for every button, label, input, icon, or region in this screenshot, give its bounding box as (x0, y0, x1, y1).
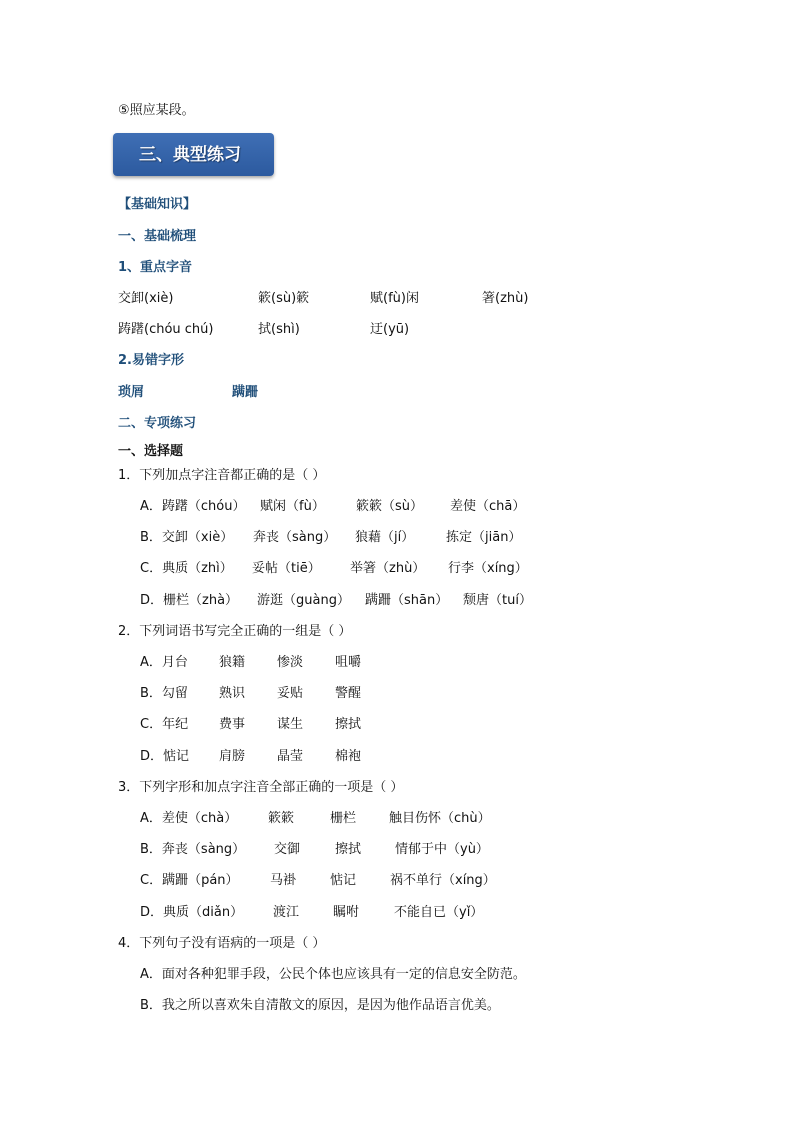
question-3-option-b (140, 840, 560, 860)
option-part: D．惦记 (140, 749, 190, 764)
section-title: 三、典型练习 (139, 145, 241, 165)
option-part: 赋闲（fù） (260, 499, 325, 514)
option-part: 擦拭 (335, 842, 362, 857)
question-3-option-c (140, 871, 560, 891)
ziyin-row-2 (118, 320, 578, 340)
option-part: 惦记 (330, 873, 357, 888)
ziyin-item: 箸(zhù) (482, 291, 529, 306)
ziyin-item: 交卸(xiè) (118, 291, 174, 306)
option-part: 费事 (219, 717, 246, 732)
option-part: B．奔丧（sàng） (140, 842, 246, 857)
yicuo-zixing-heading: 2.易错字形 (118, 353, 184, 368)
option-part: 祸不单行（xíng） (390, 873, 496, 888)
option-part: 警醒 (335, 686, 362, 701)
option-part: 举箸（zhù） (350, 561, 426, 576)
option-part: B．交卸（xiè） (140, 530, 234, 545)
ziyin-item: 踌躇(chóu chú) (118, 322, 214, 337)
option-part: A．月台 (140, 655, 188, 670)
option-part: 谋生 (277, 717, 304, 732)
option-part: 交御 (274, 842, 301, 857)
question-1-stem: 1．下列加点字注音都正确的是（ ） (118, 468, 326, 483)
option-part: 拣定（jiān） (446, 530, 522, 545)
question-2-option-d (140, 747, 440, 767)
option-part: C．年纪 (140, 717, 189, 732)
question-2-option-a (140, 653, 440, 673)
zixing-row (118, 383, 418, 403)
xuanze-heading: 一、选择题 (118, 444, 184, 459)
option-part: 栅栏 (330, 811, 357, 826)
option-part: 行李（xíng） (448, 561, 528, 576)
option-part: 惨淡 (277, 655, 304, 670)
option-part: 情郁于中（yù） (395, 842, 489, 857)
question-4-option-a: A．面对各种犯罪手段，公民个体也应该具有一定的信息安全防范。 (140, 967, 526, 982)
jichu-shuli-heading: 一、基础梳理 (118, 229, 197, 244)
question-1-option-c (140, 559, 560, 579)
option-part: 差使（chā） (450, 499, 526, 514)
option-part: 熟识 (219, 686, 246, 701)
question-2-stem: 2．下列词语书写完全正确的一组是（ ） (118, 624, 352, 639)
option-part: A．差使（chà） (140, 811, 238, 826)
ziyin-item: 迂(yū) (370, 322, 410, 337)
option-part: 触目伤怀（chù） (389, 811, 491, 826)
option-part: B．勾留 (140, 686, 188, 701)
question-1-option-a (140, 497, 560, 517)
ziyin-item: 赋(fù)闲 (370, 291, 419, 306)
option-part: 渡江 (273, 905, 300, 920)
option-part: 咀嚼 (335, 655, 362, 670)
option-part: D．栅栏（zhà） (140, 593, 239, 608)
question-3-option-a (140, 809, 560, 829)
option-part: 狼藉（jí） (355, 530, 415, 545)
option-part: 妥帖（tiē） (252, 561, 321, 576)
zixing-item: 蹒跚 (232, 385, 259, 400)
option-part: 簌簌 (268, 811, 295, 826)
intro-line: ⑤照应某段。 (118, 103, 195, 118)
option-part: 颓唐（tuí） (463, 593, 532, 608)
question-4-stem: 4．下列句子没有语病的一项是（ ） (118, 936, 326, 951)
option-part: 蹒跚（shān） (365, 593, 449, 608)
ziyin-item: 簌(sù)簌 (258, 291, 310, 306)
question-1-option-d (140, 591, 580, 611)
section-banner (113, 133, 274, 176)
option-part: 瞩咐 (333, 905, 360, 920)
option-part: 奔丧（sàng） (253, 530, 337, 545)
question-3-stem: 3．下列字形和加点字注音全部正确的一项是（ ） (118, 780, 404, 795)
option-part: 妥贴 (277, 686, 304, 701)
option-part: 游逛（guàng） (257, 593, 350, 608)
option-part: 晶莹 (277, 749, 304, 764)
question-4-option-b: B．我之所以喜欢朱自清散文的原因，是因为他作品语言优美。 (140, 998, 500, 1013)
option-part: A．踌躇（chóu） (140, 499, 246, 514)
ziyin-row-1 (118, 289, 578, 309)
option-part: D．典质（diǎn） (140, 905, 244, 920)
question-3-option-d (140, 903, 560, 923)
question-2-option-b (140, 684, 440, 704)
jichu-zhishi-heading: 【基础知识】 (118, 197, 197, 212)
zhuanxiang-heading: 二、专项练习 (118, 416, 197, 431)
option-part: 肩膀 (219, 749, 246, 764)
option-part: 不能自已（yǐ） (394, 905, 484, 920)
option-part: 簌簌（sù） (356, 499, 424, 514)
option-part: 擦拭 (335, 717, 362, 732)
zhongdian-ziyin-heading: 1、重点字音 (118, 260, 193, 275)
zixing-item: 琐屑 (118, 385, 145, 400)
option-part: 马褂 (270, 873, 297, 888)
ziyin-item: 拭(shì) (258, 322, 300, 337)
question-2-option-c (140, 715, 440, 735)
option-part: C．典质（zhì） (140, 561, 233, 576)
option-part: 棉袍 (335, 749, 362, 764)
option-part: C．蹒跚（pán） (140, 873, 239, 888)
option-part: 狼籍 (219, 655, 246, 670)
question-1-option-b (140, 528, 560, 548)
